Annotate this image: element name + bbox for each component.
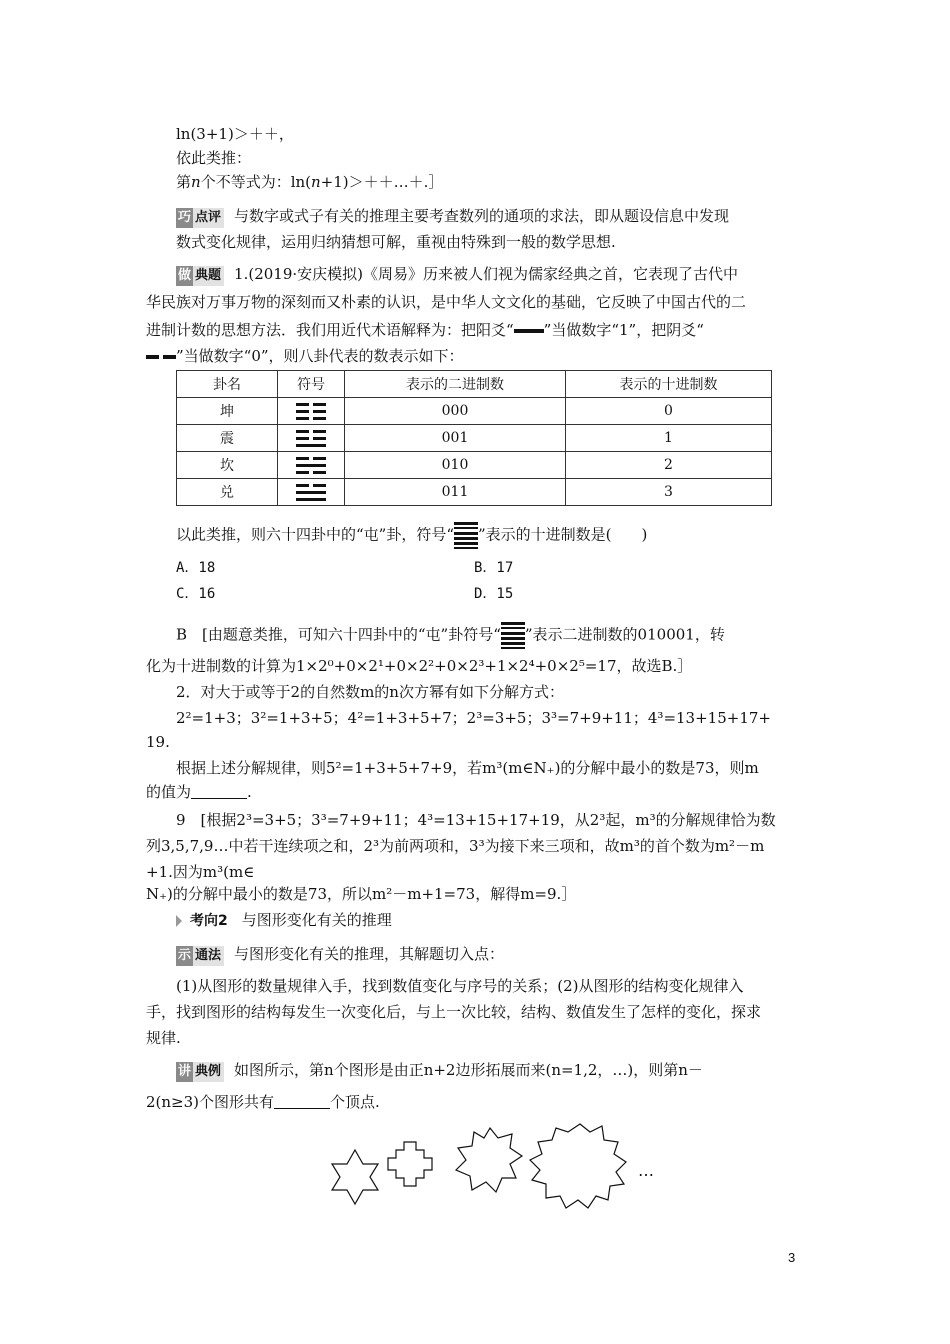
q2-line-3: 19.: [146, 733, 170, 751]
yang-yao-icon: [514, 329, 544, 333]
gua-name: 震: [177, 425, 278, 452]
figure-ellipsis: …: [638, 1161, 654, 1180]
table-header: 符号: [278, 371, 345, 398]
zhun-hexagram-icon: [501, 622, 525, 649]
answer-blank[interactable]: [274, 1094, 330, 1109]
decimal-value: 0: [566, 398, 772, 425]
q2-line-2: 2²=1+3；3²=1+3+5；4²=1+3+5+7；2³=3+5；3³=7+9+11；4³=13+15+17+: [176, 709, 771, 727]
decimal-value: 1: [566, 425, 772, 452]
q2-line-1: 2．对大于或等于2的自然数m的n次方幂有如下分解方式：: [176, 683, 564, 701]
table-header: 表示的二进制数: [345, 371, 566, 398]
decimal-value: 3: [566, 479, 772, 506]
page-number: 3: [788, 1250, 796, 1265]
q1-answer-line-1: B [由题意类推，可知六十四卦中的“屯”卦符号“ ”表示二进制数的010001，转: [176, 622, 725, 649]
example-line-1: 讲 典例 如图所示，第n个图形是由正n+2边形拓展而来(n=1,2，…)，则第n－: [176, 1060, 703, 1082]
figure-2-square-expanded: [388, 1142, 432, 1186]
binary-value: 011: [345, 479, 566, 506]
method-intro: 示 通法 与图形变化有关的推理，其解题切入点：: [176, 944, 504, 966]
yin-yao-icon: [146, 355, 176, 359]
method-tag: 示 通法: [176, 946, 224, 966]
binary-value: 001: [345, 425, 566, 452]
bagua-table: [176, 370, 772, 506]
q1-line-1: 做 典题 1.(2019·安庆模拟)《周易》历来被人们视为儒家经典之首，它表现了古代中: [176, 264, 738, 286]
q2-answer-1: 9 [根据2³=3+5；3³=7+9+11；4³=13+15+17+19，从2³起，m³的分解规律恰为数: [176, 811, 776, 829]
review-line-2: 数式变化规律，运用归纳猜想可解，重视由特殊到一般的数学思想.: [176, 233, 616, 251]
figure-4-hexagon-expanded: [530, 1124, 626, 1208]
typical-tag: 做 典题: [176, 266, 224, 286]
method-para-1: (1)从图形的数量规律入手，找到数值变化与序号的关系；(2)从图形的结构变化规律入: [176, 977, 744, 995]
inequality-line-2: 依此类推：: [176, 149, 252, 167]
q2-line-5: 的值为 .: [146, 783, 252, 801]
table-row: [177, 398, 772, 425]
kan-trigram-icon: [278, 452, 345, 479]
triangle-marker-icon: [176, 915, 182, 927]
q1-line-3: 进制计数的思想方法．我们用近代术语解释为：把阳爻“ ”当做数字“1”，把阴爻“: [146, 321, 704, 339]
table-header-row: [177, 371, 772, 398]
dui-trigram-icon: [278, 479, 345, 506]
gua-name: 坤: [177, 398, 278, 425]
option-b: B．17: [474, 560, 514, 576]
zhen-trigram-icon: [278, 425, 345, 452]
table-row: [177, 452, 772, 479]
figure-3-pentagon-expanded: [456, 1128, 522, 1192]
gua-name: 坎: [177, 452, 278, 479]
kun-trigram-icon: [278, 398, 345, 425]
q1-line-2: 华民族对万事万物的深刻而又朴素的认识，是中华人文文化的基础，它反映了中国古代的二: [146, 293, 747, 311]
q2-answer-2: 列3,5,7,9…中若干连续项之和，2³为前两项和，3³为接下来三项和，故m³的首个数为m²－m: [146, 837, 765, 855]
q2-line-4: 根据上述分解规律，则5²=1+3+5+7+9，若m³(m∈N₊)的分解中最小的数是73，则m: [176, 759, 759, 777]
q1-line-4: ”当做数字“0”，则八卦代表的数表示如下：: [146, 346, 464, 366]
inequality-line-1: ln(3+1)＞＋＋，: [176, 125, 294, 143]
option-a: A．18: [176, 560, 216, 576]
gua-name: 兑: [177, 479, 278, 506]
q2-answer-4: N₊)的分解中最小的数是73，所以m²－m+1=73，解得m=9.］: [146, 885, 577, 903]
q1-answer-line-2: 化为十进制数的计算为1×2⁰+0×2¹+0×2²+0×2³+1×2⁴+0×2⁵=17，故选B.］: [146, 657, 693, 675]
zhun-hexagram-icon: [454, 522, 478, 549]
q2-answer-3: +1.因为m³(m∈: [146, 863, 255, 881]
table-header: 卦名: [177, 371, 278, 398]
figure-1-star: [332, 1150, 378, 1204]
table-row: [177, 479, 772, 506]
table-row: [177, 425, 772, 452]
example-tag: 讲 典例: [176, 1062, 224, 1082]
example-line-2: 2(n≥3)个图形共有 个顶点.: [146, 1093, 380, 1111]
review-tag: 巧 点评: [176, 208, 224, 228]
review-line-1: 巧 点评 与数字或式子有关的推理主要考查数列的通项的求法，即从题设信息中发现: [176, 206, 729, 228]
decimal-value: 2: [566, 452, 772, 479]
option-d: D．15: [474, 586, 514, 602]
answer-blank[interactable]: [191, 784, 247, 799]
table-header: 表示的十进制数: [566, 371, 772, 398]
option-c: C．16: [176, 586, 216, 602]
method-para-2: 手，找到图形的结构每发生一次变化后，与上一次比较，结构、数值发生了怎样的变化，探求: [146, 1003, 762, 1021]
method-para-3: 规律.: [146, 1029, 181, 1047]
snowflake-figures: [320, 1120, 670, 1230]
binary-value: 000: [345, 398, 566, 425]
section-heading: 考向2 与图形变化有关的推理: [176, 910, 392, 931]
binary-value: 010: [345, 452, 566, 479]
q1-question: 以此类推，则六十四卦中的“屯”卦，符号“ ”表示的十进制数是( ): [176, 522, 647, 549]
inequality-line-3: 第n个不等式为：ln(n+1)＞＋＋…＋.］: [176, 173, 444, 191]
